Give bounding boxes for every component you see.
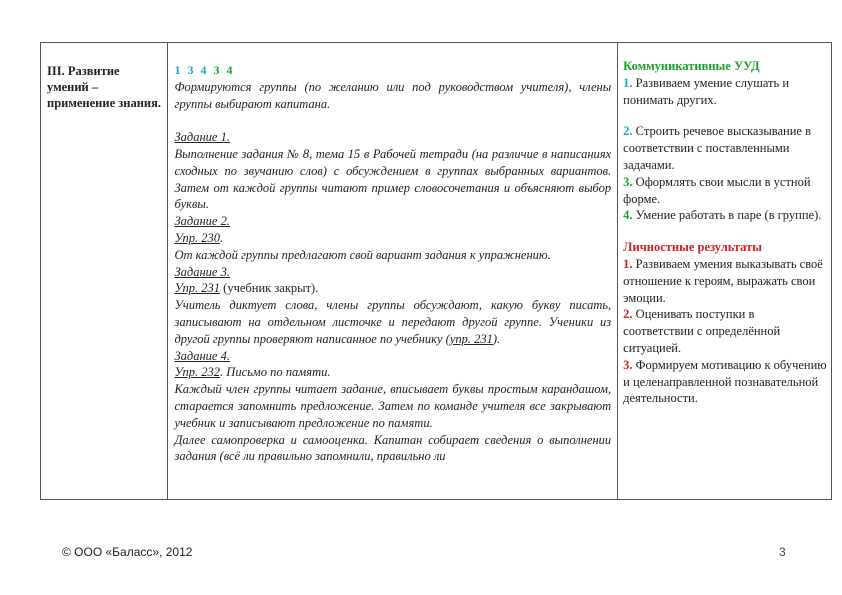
communicative-title: Коммуникативные УУД	[623, 59, 760, 73]
number-2: 3	[187, 63, 194, 77]
copyright-footer: © ООО «Баласс», 2012	[62, 545, 193, 559]
activity-cell	[168, 43, 618, 500]
lesson-table	[40, 42, 832, 500]
task1-label: Задание 1.	[174, 130, 230, 145]
task3-end: ).	[492, 331, 501, 346]
task4-text: Каждый член группы читает задание, вписывает буквы простым карандашом, старается запомнить предложение. Затем по команде учителя все закрывают учебник и записывают предложение по памяти.	[174, 382, 612, 430]
task2-label: Задание 2.	[174, 214, 230, 229]
task3-reference-2: упр. 231	[449, 331, 493, 346]
number-1: 1	[174, 63, 181, 77]
task2-text: От каждой группы предлагают свой вариант задания к упражнению.	[174, 247, 551, 262]
number-3: 4	[200, 63, 207, 77]
stage-cell	[41, 43, 168, 500]
pers-item-3: 3. Формируем мотивацию к обучению и целенаправленной познавательной деятельности.	[623, 357, 827, 406]
task1-text: Выполнение задания № 8, тема 15 в Рабочей тетради (на различие в написаниях сходных по звучанию слов) с обсуждением в группах выбранных вариантов. Затем от каждой группы читают пример словосочетания и объясняют выбор буквы.	[174, 146, 612, 212]
intro-text: Формируются группы (по желанию или под руководством учителя), члены группы выбирают капитана.	[174, 79, 612, 111]
stage-title: III. Развитие умений – применение знания.	[47, 64, 162, 110]
task3-text: Учитель диктует слова, члены группы обсуждают, какую букву писать, записывают на отдельном листочке и передают другой группе. Ученики из другой группы проверяют написанное по учебнику (	[174, 298, 612, 346]
task4-note: . Письмо по памяти.	[220, 365, 331, 380]
comm-item-3: 3. Оформлять свои мысли в устной форме.	[623, 174, 811, 206]
task4-label: Задание 4.	[174, 348, 230, 363]
page-number: 3	[779, 545, 786, 559]
comm-item-4: 4. Умение работать в паре (в группе).	[623, 208, 822, 223]
number-5: 4	[226, 63, 233, 77]
results-content	[618, 43, 831, 407]
task3-note: (учебник закрыт).	[220, 281, 319, 296]
comm-item-1: 1. Развиваем умение слушать и понимать других.	[623, 75, 790, 107]
final-text: Далее самопроверка и самооценка. Капитан собирает сведения о выполнении задания (всё ли правильно запомнили, правильно ли	[174, 432, 612, 464]
pers-item-2: 2. Оценивать поступки в соответствии с определённой ситуацией.	[623, 307, 781, 355]
number-4: 3	[213, 63, 220, 77]
criteria-numbers	[174, 62, 611, 79]
task2-reference: Упр. 230	[174, 230, 221, 245]
task3-label: Задание 3.	[174, 264, 230, 279]
activity-content: 1 3 4 3 4 Формируются группы (по желанию или под руководством учителя), члены группы выбирают капитана. Задание 1. Выполнение задания № 8, тема 15 в Рабочей тетради (на различие в написаниях сходных по звучанию слов) с обсуждением в группах выбранных вариантов. Затем от каждой группы читают пример словосочетания и объясняют выбор буквы. Задание 2. Упр. 230. От каждой группы предлагают свой вариант задания к упражнению. Задание 3. Упр. 231 (учебник закрыт). Учитель диктует слова, члены группы обсуждают, какую букву писать, записывают на отдельном листочке и передают другой группе. Ученики из другой группы проверяют написанное по учебнику (упр. 231). Задание 4. Упр. 232. Письмо по памяти. Каждый член группы читает задание, вписывает буквы простым карандашом, старается запомнить предложение. Затем по команде учителя все закрывают учебник и записывают предложение по памяти. Далее самопроверка и самооценка. Капитан собирает сведения о выполнении задания (всё ли правильно запомнили, правильно ли	[174, 63, 612, 464]
results-cell	[618, 43, 832, 500]
pers-item-1: 1. Развиваем умения выказывать своё отношение к героям, выражать свои эмоции.	[623, 256, 823, 305]
table-row	[41, 43, 832, 500]
task4-reference: Упр. 232	[174, 365, 221, 380]
comm-item-2: 2. Строить речевое высказывание в соответствии с поставленными задачами.	[623, 124, 812, 172]
personal-title: Личностные результаты	[623, 240, 762, 255]
task3-reference: Упр. 231	[174, 281, 221, 296]
